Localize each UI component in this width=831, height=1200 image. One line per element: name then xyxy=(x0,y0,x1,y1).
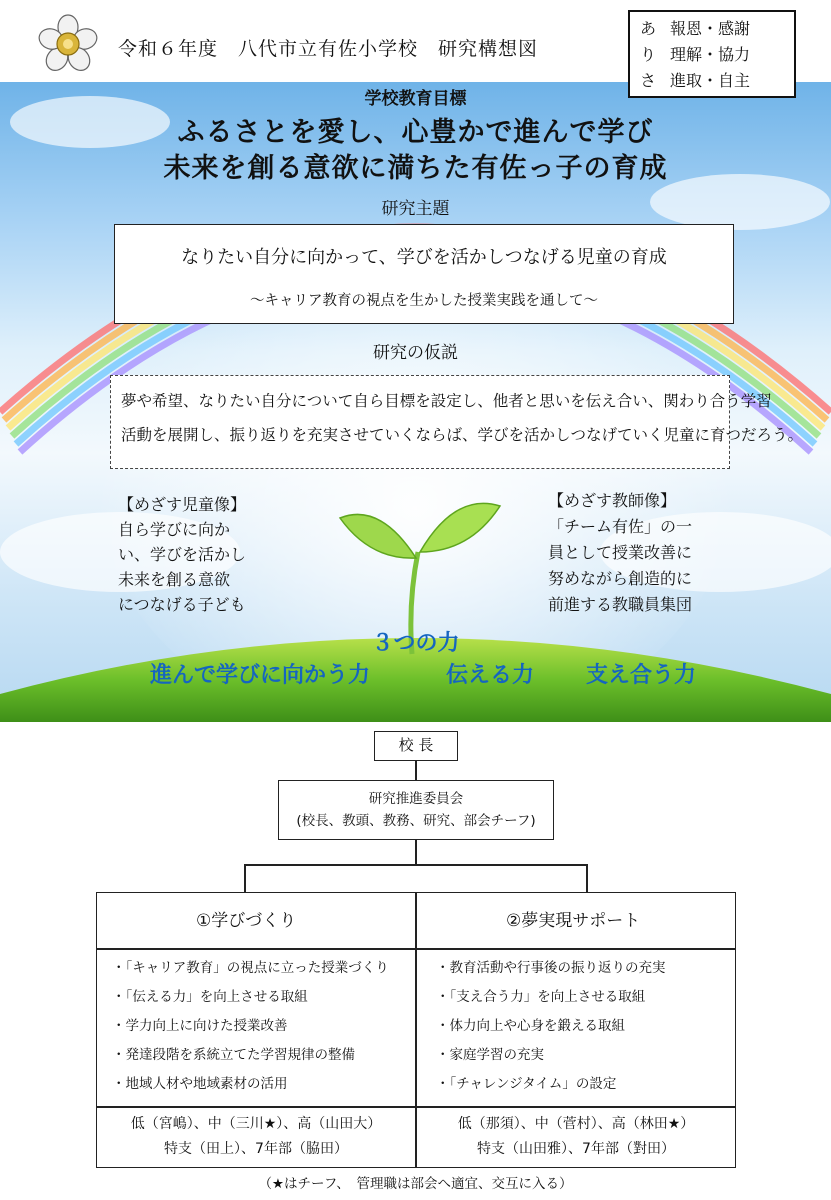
school-goal-line-2: 未来を創る意欲に満ちた有佐っ子の育成 xyxy=(163,153,668,184)
connector-line xyxy=(586,864,588,892)
list-item: ・体力向上や心身を鍛える取組 xyxy=(436,1018,625,1034)
motto-words: 理解・協力 xyxy=(670,45,751,64)
member-line: 特支（田上）、7年部（脇田） xyxy=(164,1141,348,1157)
power-item: 進んで学びに向かう力 xyxy=(150,663,371,688)
target-teacher-line: 努めながら創造的に xyxy=(548,569,693,588)
hypothesis-box xyxy=(110,375,804,469)
vision-scene xyxy=(0,82,831,722)
division-title-dream-support: ②夢実現サポート xyxy=(506,911,641,931)
motto-row xyxy=(640,42,784,68)
table-row-divider xyxy=(96,948,736,950)
page-title: 令和６年度 八代市立有佐小学校 研究構想図 xyxy=(118,38,539,60)
footnote: （★はチーフ、 管理職は部会へ適宜、交互に入る） xyxy=(258,1176,573,1192)
committee-members: (校長、教頭、教務、研究、部会チーフ) xyxy=(296,813,536,829)
committee-box xyxy=(278,780,554,840)
target-teacher-title: 【めざす教師像】 xyxy=(548,491,677,510)
division-title-learning: ①学びづくり xyxy=(196,911,297,931)
target-teacher-line: 「チーム有佐」の一 xyxy=(548,517,693,536)
member-line: 低（那須）、中（菅村）、高（林田★） xyxy=(457,1116,695,1132)
connector-line xyxy=(415,761,417,780)
school-emblem-icon xyxy=(38,14,98,74)
school-goal-line-1: ふるさとを愛し、心豊かで進んで学び xyxy=(177,117,654,148)
research-theme-main: なりたい自分に向かって、学びを活かしつなげる児童の育成 xyxy=(181,247,667,268)
target-child-line: 自ら学びに向か xyxy=(118,520,231,539)
list-item: ・教育活動や行事後の振り返りの充実 xyxy=(436,960,666,976)
list-item: ・学力向上に向けた授業改善 xyxy=(112,1018,288,1034)
hypothesis-line-2: 活動を展開し、振り返りを充実させていくならば、学びを活かしつなげていく児童に育つだろう。 xyxy=(121,426,804,444)
motto-initial: り xyxy=(640,45,657,64)
list-item: ・「キャリア教育」の視点に立った授業づくり xyxy=(112,960,389,976)
target-child-line: 未来を創る意欲 xyxy=(118,570,231,589)
division-items-dream-support xyxy=(436,954,666,1099)
three-powers-title: ３つの力 xyxy=(371,631,460,656)
motto-words: 進取・自主 xyxy=(670,71,751,90)
target-teacher-line: 員として授業改善に xyxy=(548,543,693,562)
connector-line xyxy=(244,864,587,866)
division-items-learning xyxy=(112,954,389,1099)
target-teacher-image xyxy=(548,488,692,618)
principal-box: 校 長 xyxy=(374,731,458,761)
target-teacher-line: 前進する教職員集団 xyxy=(548,595,693,614)
list-item: ・「支え合う力」を向上させる取組 xyxy=(436,989,646,1005)
target-child-line: につなげる子ども xyxy=(118,595,246,614)
division-members-learning xyxy=(96,1112,416,1162)
research-theme-box xyxy=(114,224,734,324)
list-item: ・地域人材や地域素材の活用 xyxy=(112,1076,288,1092)
research-theme-subtitle: ～キャリア教育の視点を生かした授業実践を通して～ xyxy=(250,293,598,309)
member-line: 特支（山田雅）、7年部（對田） xyxy=(477,1141,675,1157)
target-child-image xyxy=(118,492,246,617)
power-item: 伝える力 xyxy=(446,663,535,688)
connector-line xyxy=(415,840,417,865)
table-row-divider xyxy=(96,1106,736,1108)
research-theme-label: 研究主題 xyxy=(381,199,450,219)
target-child-title: 【めざす児童像】 xyxy=(118,495,247,514)
division-members-dream-support xyxy=(416,1112,736,1162)
target-child-line: い、学びを活かし xyxy=(118,545,247,564)
hypothesis-line-1: 夢や希望、なりたい自分について自ら目標を設定し、他者と思いを伝え合い、関わり合う学習 xyxy=(121,392,772,410)
list-item: ・家庭学習の充実 xyxy=(436,1047,544,1063)
connector-line xyxy=(244,864,246,892)
school-goal-label: 学校教育目標 xyxy=(364,89,467,109)
motto-initial: あ xyxy=(640,19,657,38)
school-motto-box xyxy=(628,10,796,98)
list-item: ・発達段階を系統立てた学習規律の整備 xyxy=(112,1047,355,1063)
motto-row xyxy=(640,68,784,94)
motto-row xyxy=(640,16,784,42)
power-item: 支え合う力 xyxy=(586,663,697,688)
list-item: ・「チャレンジタイム」の設定 xyxy=(436,1076,617,1092)
committee-name: 研究推進委員会 xyxy=(368,791,464,807)
motto-initial: さ xyxy=(640,71,657,90)
member-line: 低（宮嶋）、中（三川★）、高（山田大） xyxy=(130,1116,382,1132)
motto-words: 報恩・感謝 xyxy=(670,19,751,38)
list-item: ・「伝える力」を向上させる取組 xyxy=(112,989,308,1005)
hypothesis-label: 研究の仮説 xyxy=(373,343,458,363)
